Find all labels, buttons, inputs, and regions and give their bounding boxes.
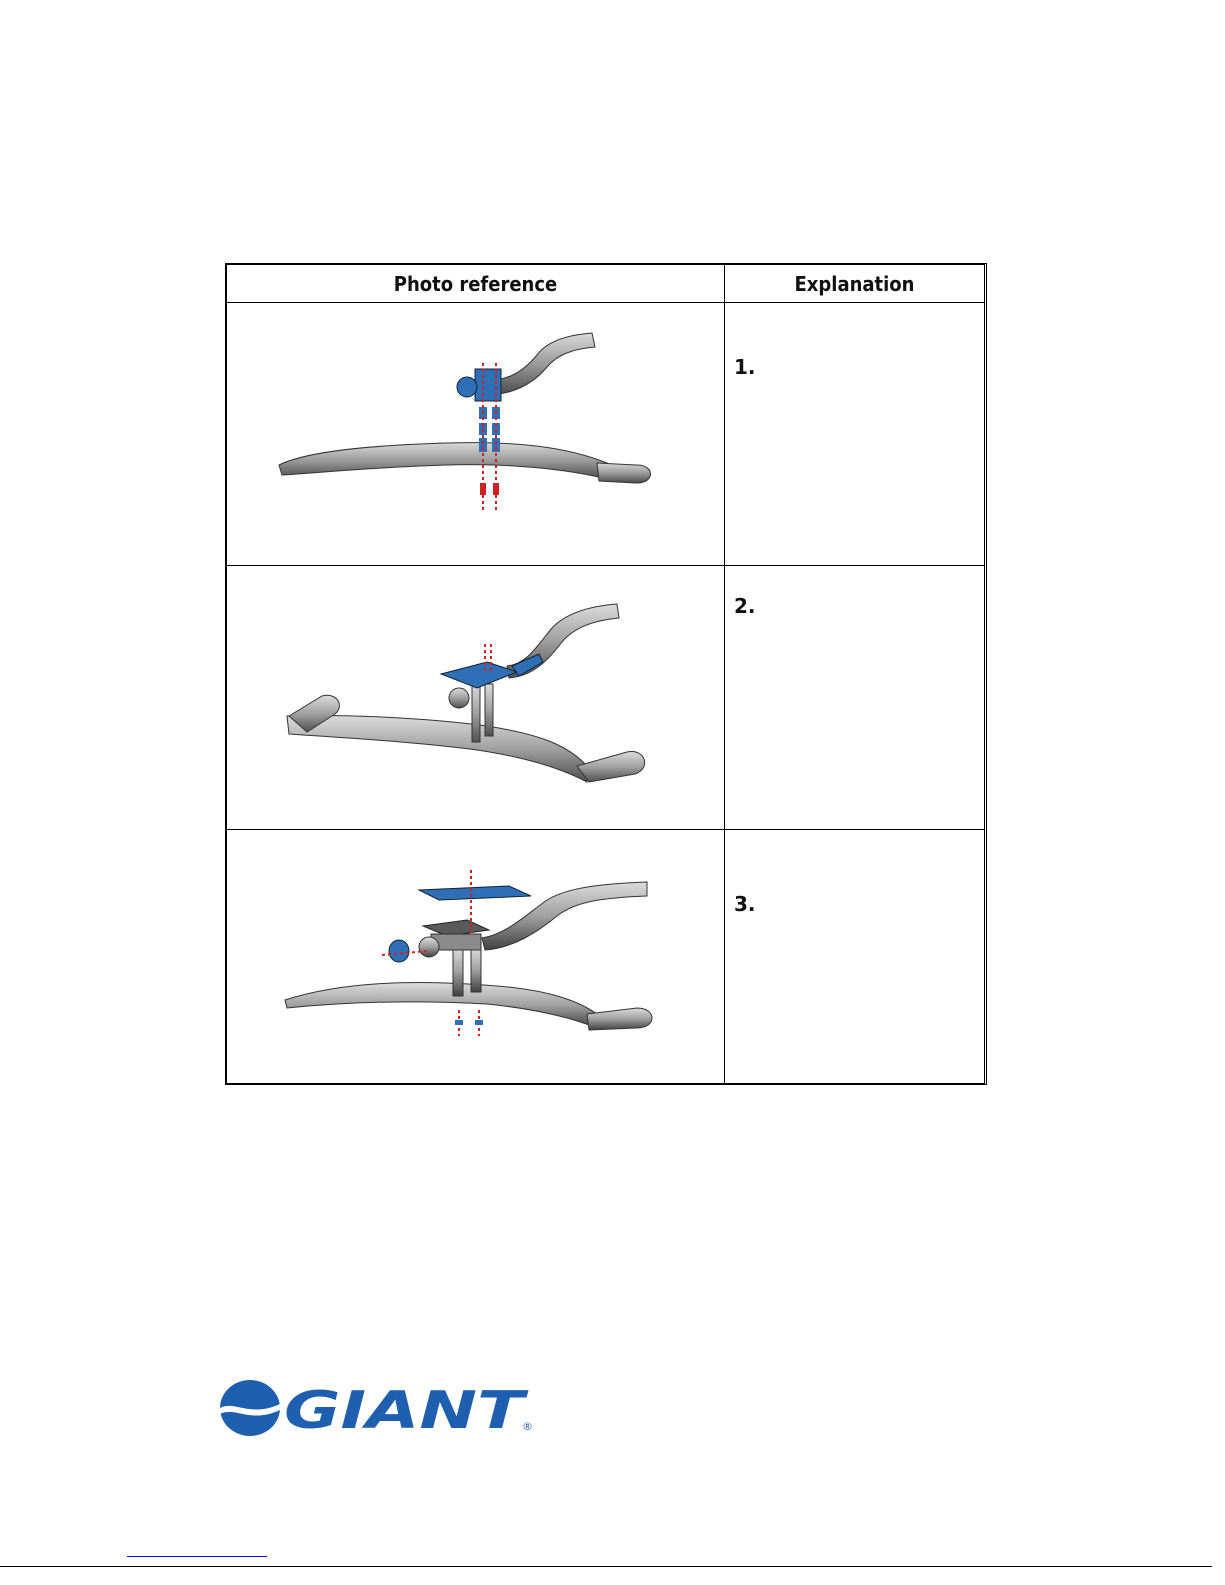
header-explanation: Explanation: [794, 271, 915, 296]
table-row: [227, 303, 984, 566]
step-number: 2.: [734, 594, 756, 618]
footer-divider: [0, 1566, 1212, 1567]
header-photo-reference: Photo reference: [227, 265, 725, 302]
giant-logo: [220, 1378, 540, 1438]
table-row: [227, 830, 984, 1083]
assembly-illustration-step-3: [227, 830, 724, 1083]
explanation-cell-3: [725, 830, 984, 1083]
step-number: 1.: [734, 355, 756, 379]
table-header-row: [227, 265, 984, 303]
photo-cell-1: [227, 303, 725, 565]
logo-wordmark: GIANT: [284, 1381, 529, 1438]
photo-cell-2: [227, 566, 725, 829]
assembly-illustration-step-1: [227, 303, 724, 565]
step-number: 3.: [734, 892, 756, 916]
explanation-cell-1: [725, 303, 984, 565]
assembly-illustration-step-2: [227, 566, 724, 829]
table-row: [227, 566, 984, 830]
explanation-cell-2: [725, 566, 984, 829]
logo-registered-mark: ®: [522, 1420, 533, 1433]
logo-swirl-icon: [220, 1380, 280, 1436]
photo-cell-3: [227, 830, 725, 1083]
footer-link-underline: [127, 1556, 267, 1557]
instruction-table: [225, 263, 987, 1085]
